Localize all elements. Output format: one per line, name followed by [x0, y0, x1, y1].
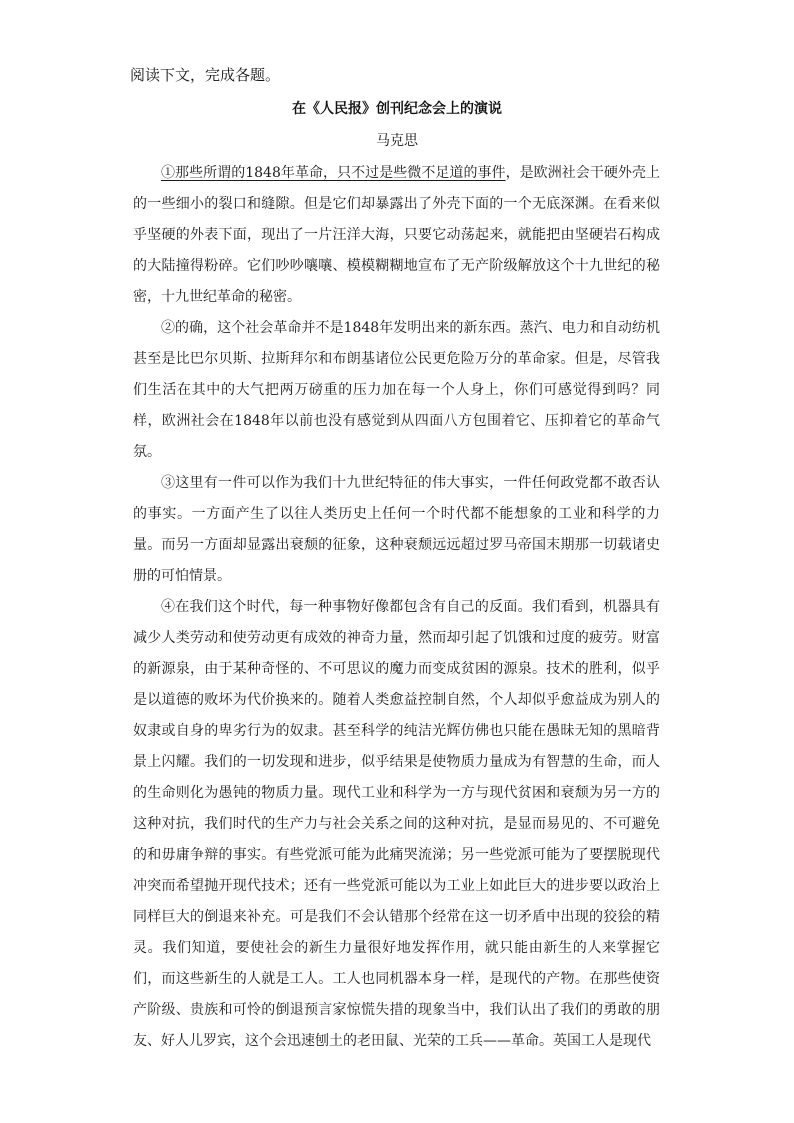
paragraph-1 [133, 158, 660, 313]
article-body [133, 158, 660, 1057]
paragraph-2: ②的确，这个社会革命并不是1848年发明出来的新东西。蒸汽、电力和自动纺机甚至是比巴尔贝斯、拉斯拜尔和布朗基诸位公民更危险万分的革命家。但是，尽管我们生活在其中的大气把两万磅重的压力加在每一个人身上，你们可感觉得到吗？同样，欧洲社会在1848年以前也没有感觉到从四面八方包围着它、压抑着它的革命气氛。 [133, 320, 660, 460]
instruction-text: 阅读下文，完成各题。 [130, 66, 281, 84]
paragraph-1-rest: ，是欧洲社会干硬外壳上的一些细小的裂口和缝隙。但是它们却暴露出了外壳下面的一个无底深渊。在看来似乎坚硬的外表下面，现出了一片汪洋大海，只要它动荡起来，就能把由坚硬岩石构成的大陆撞得粉碎。它们吵吵嚷嚷、模模糊糊地宣布了无产阶级解放这个十九世纪的秘密，十九世纪革命的秘密。 [133, 165, 660, 305]
paragraph-3: ③这里有一件可以作为我们十九世纪特征的伟大事实，一件任何政党都不敢否认的事实。一方面产生了以往人类历史上任何一个时代都不能想象的工业和科学的力量。而另一方面却显露出衰颓的征象，这种衰颓远远超过罗马帝国末期那一切载诸史册的可怕情景。 [133, 475, 660, 584]
article-title: 在《人民报》创刊纪念会上的演说 [292, 101, 502, 117]
article-author: 马克思 [376, 133, 418, 149]
paragraph-4: ④在我们这个时代，每一种事物好像都包含有自己的反面。我们看到，机器具有减少人类劳动和使劳动更有成效的神奇力量，然而却引起了饥饿和过度的疲劳。财富的新源泉，由于某种奇怪的、不可思议的魔力而变成贫困的源泉。技术的胜利，似乎是以道德的败坏为代价换来的。随着人类愈益控制自然，个人却似乎愈益成为别人的奴隶或自身的卑劣行为的奴隶。甚至科学的纯洁光辉仿佛也只能在愚昧无知的黑暗背景上闪耀。我们的一切发现和进步，似乎结果是使物质力量成为有智慧的生命，而人的生命则化为愚钝的物质力量。现代工业和科学为一方与现代贫困和衰颓为另一方的这种对抗，我们时代的生产力与社会关系之间的这种对抗，是显而易见的、不可避免的和毋庸争辩的事实。有些党派可能为此痛哭流涕；另一些党派可能为了要摆脱现代冲突而希望抛开现代技术；还有一些党派可能以为工业上如此巨大的进步要以政治上同样巨大的倒退来补充。可是我们不会认错那个经常在这一切矛盾中出现的狡狯的精灵。我们知道，要使社会的新生力量很好地发挥作用，就只能由新生的人来掌握它们，而这些新生的人就是工人。工人也同机器本身一样，是现代的产物。在那些使资产阶级、贵族和可怜的倒退预言家惊慌失措的现象当中，我们认出了我们的勇敢的朋友、好人儿罗宾，这个会迅速刨土的老田鼠、光荣的工兵——革命。英国工人是现代 [133, 599, 660, 1049]
underlined-sentence: ①那些所谓的1848年革命，只不过是些微不足道的事件 [161, 165, 506, 181]
